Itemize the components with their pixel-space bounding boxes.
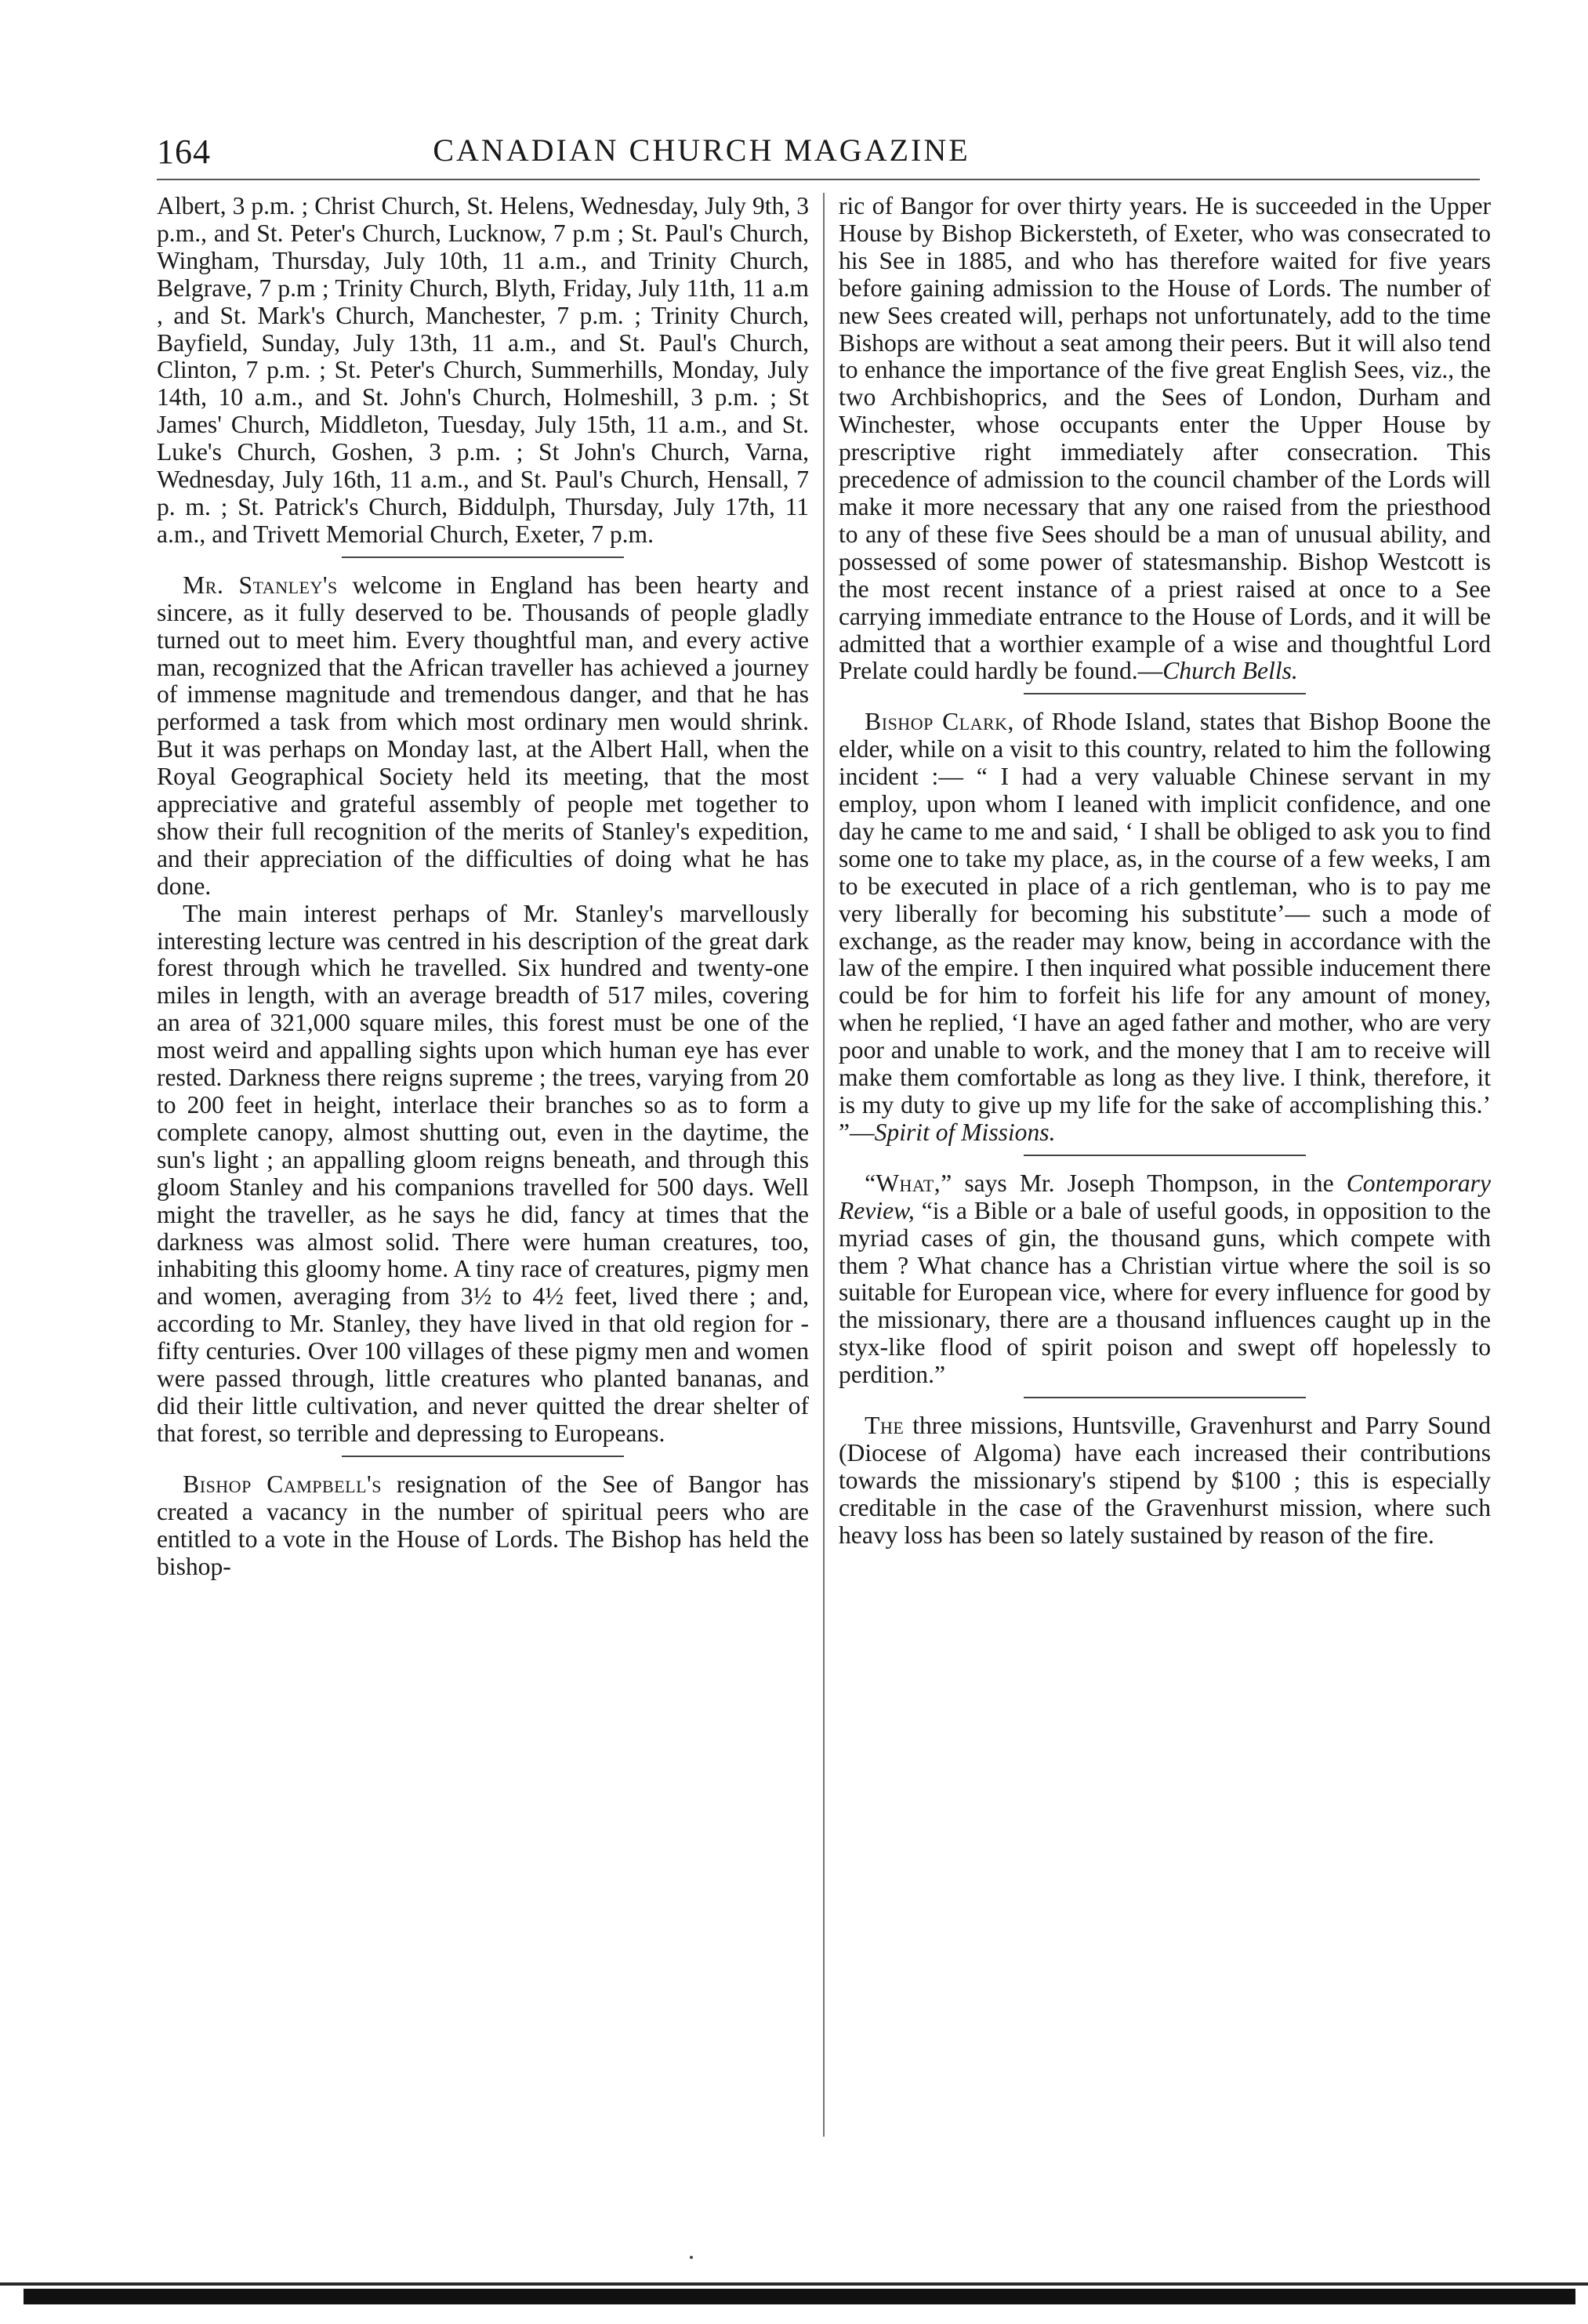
page-header xyxy=(157,132,1489,179)
lead-words: Bishop Campbell's xyxy=(183,1470,382,1498)
lead-words: What, xyxy=(876,1169,941,1197)
stanley-welcome-paragraph xyxy=(157,572,809,901)
paragraph-text: ” says Mr. Joseph Thompson, in the xyxy=(941,1169,1347,1197)
section-divider xyxy=(342,557,624,558)
paragraph-text: “is a Bible or a bale of useful goods, in opposition to the myriad cases of gin, the thousand guns, which compete with them ? What chance has a Christian virtue where the soil is so suitable for European vice, where for every influence for good by the missionary, there are a thousand influences caught up in the styx-like flood of spirit poison and swept off hopelessly to perdition.” xyxy=(839,1196,1491,1389)
page-number: 164 xyxy=(157,132,211,171)
source-citation: Church Bells. xyxy=(1162,657,1298,685)
column-divider xyxy=(823,193,825,2137)
lead-words: Bishop Clark, xyxy=(865,708,1014,736)
algoma-missions-paragraph xyxy=(839,1412,1491,1550)
thompson-quote-paragraph xyxy=(839,1170,1491,1389)
paragraph-text: of Rhode Island, states that Bishop Boone the elder, while on a visit to this country, related to him the following incident :— “ I had a very valuable Chinese servant in my employ, upon whom I leaned with implicit confidence, and one day he came to me and said, ‘ I shall be obliged to ask you to find some one to take my place, as, in the course of a few weeks, I am to be executed in place of a rich gentleman, who is to pay me very liberally for becoming his substitute’— such a mode of exchange, as the reader may know, being in accordance with the law of the empire. I then inquired what possible inducement there could be for him to forfeit his life for any amount of money, when he replied, ‘I have an aged father and mother, who are very poor and unable to work, and the money that I am to receive will make them comfortable as long as they live. I think, therefore, it is my duty to give up my life for the sake of accomplishing this.’ ”— xyxy=(839,708,1491,1146)
forest-paragraph: The main interest perhaps of Mr. Stanley's marvellously interesting lecture was centred in his description of the great dark forest through which he travelled. Six hundred and twenty-one miles in length, with an average breadth of 517 miles, covering an area of 321,000 square miles, this forest must be one of the most weird and appalling sights upon which human eye has ever rested. Darkness there reigns supreme ; the trees, varying from 20 to 200 feet in height, interlace their branches so as to form a complete canopy, almost shutting out, even in the daytime, the sun's light ; an appalling gloom reigns beneath, and through this gloom Stanley and his companions travelled for 500 days. Well might the traveller, as he says he did, fancy at times that the darkness was almost solid. There were human creatures, too, inhabiting this gloomy home. A tiny race of creatures, pigmy men and women, averaging from 3½ to 4½ feet, lived there ; and, according to Mr. Stanley, they have lived in that old region for - fifty centuries. Over 100 villages of these pigmy men and women were passed through, little creatures who planted bananas, and did their little cultivation, and never quitted the drear shelter of that forest, so terrible and depressing to Europeans. xyxy=(157,899,809,1447)
bishop-clark-paragraph xyxy=(839,709,1491,1147)
ink-speck xyxy=(690,2256,693,2259)
lead-words: The xyxy=(865,1412,905,1440)
section-divider xyxy=(1024,1397,1306,1398)
footer-bar xyxy=(24,2289,1575,2304)
section-divider xyxy=(1024,1155,1306,1156)
journal-title: Contemporary Review, xyxy=(839,1169,1491,1224)
lead-words: Mr. Stanley's xyxy=(183,571,338,599)
paragraph-text: welcome in England has been hearty and sincere, as it fully deserved to be. Thousands of people gladly turned out to meet him. Every thoughtful man, and every active man, recognized that the African traveller has achieved a journey of immense magnitude and tremendous danger, and that he has performed a task from which most ordinary men would shrink. But it was perhaps on Monday last, at the Albert Hall, when the Royal Geographical Society held its meeting, that the most appreciative and grateful assembly of people met together to show their full recognition of the merits of Stanley's expedition, and their appreciation of the difficulties of doing what he has done. xyxy=(157,571,810,900)
left-column xyxy=(157,193,809,1580)
section-divider xyxy=(342,1456,624,1457)
schedule-paragraph: Albert, 3 p.m. ; Christ Church, St. Helens, Wednesday, July 9th, 3 p.m., and St. Peter's Church, Lucknow, 7 p.m ; St. Paul's Church, Wingham, Thursday, July 10th, 11 a.m., and Trinity Church, Belgrave, 7 p.m ; Trinity Church, Blyth, Friday, July 11th, 11 a.m , and St. Mark's Church, Manchester, 7 p.m. ; Trinity Church, Bayfield, Sunday, July 13th, 11 a.m., and St. Paul's Church, Clinton, 7 p.m. ; St. Peter's Church, Summerhills, Monday, July 14th, 10 a.m., and St. John's Church, Holmeshill, 3 p.m. ; St James' Church, Middleton, Tuesday, July 15th, 11 a.m., and St. Luke's Church, Goshen, 3 p.m. ; St John's Church, Varna, Wednesday, July 16th, 11 a.m., and St. Paul's Church, Hensall, 7 p. m. ; St. Patrick's Church, Biddulph, Thursday, July 17th, 11 a.m., and Trivett Memorial Church, Exeter, 7 p.m. xyxy=(157,192,809,548)
source-citation: Spirit of Missions. xyxy=(874,1118,1056,1146)
right-column xyxy=(839,193,1491,1550)
open-quote: “ xyxy=(865,1169,876,1197)
paragraph-text: three missions, Huntsville, Gravenhurst and Parry Sound (Diocese of Algoma) have each increased their contributions towards the missionary's stipend by $100 ; this is especially creditable in the case of the Gravenhurst mission, where such heavy loss has been so lately sustained by reason of the fire. xyxy=(839,1412,1491,1549)
footer-rule xyxy=(0,2282,1588,2286)
paragraph-text: resignation of the See of Bangor has created a vacancy in the number of spiritual peers who are entitled to a vote in the House of Lords. The Bishop has held the bishop- xyxy=(157,1470,809,1580)
section-divider xyxy=(1024,693,1306,694)
running-title: CANADIAN CHURCH MAGAZINE xyxy=(433,132,970,168)
bangor-paragraph xyxy=(157,1471,809,1581)
bangor-continued-paragraph xyxy=(839,193,1491,685)
header-rule xyxy=(157,179,1480,180)
paragraph-text: ric of Bangor for over thirty years. He is succeeded in the Upper House by Bishop Bickersteth, of Exeter, who was consecrated to his See in 1885, and who has therefore waited for five years before gaining admission to the House of Lords. The number of new Sees created will, perhaps not unfortunately, add to the time Bishops are without a seat among their peers. But it will also tend to enhance the importance of the five great English Sees, viz., the two Archbishoprics, and the Sees of London, Durham and Winchester, whose occupants enter the Upper House by prescriptive right immediately after consecration. This precedence of admission to the council chamber of the Lords will make it more necessary that any one raised from the priesthood to any of these five Sees should be a man of unusual ability, and possessed of some power of statesmanship. Bishop Westcott is the most recent instance of a priest raised at once to a See carrying immediate entrance to the House of Lords, and it will be admitted that a worthier example of a wise and thoughtful Lord Prelate could hardly be found.— xyxy=(839,192,1491,685)
